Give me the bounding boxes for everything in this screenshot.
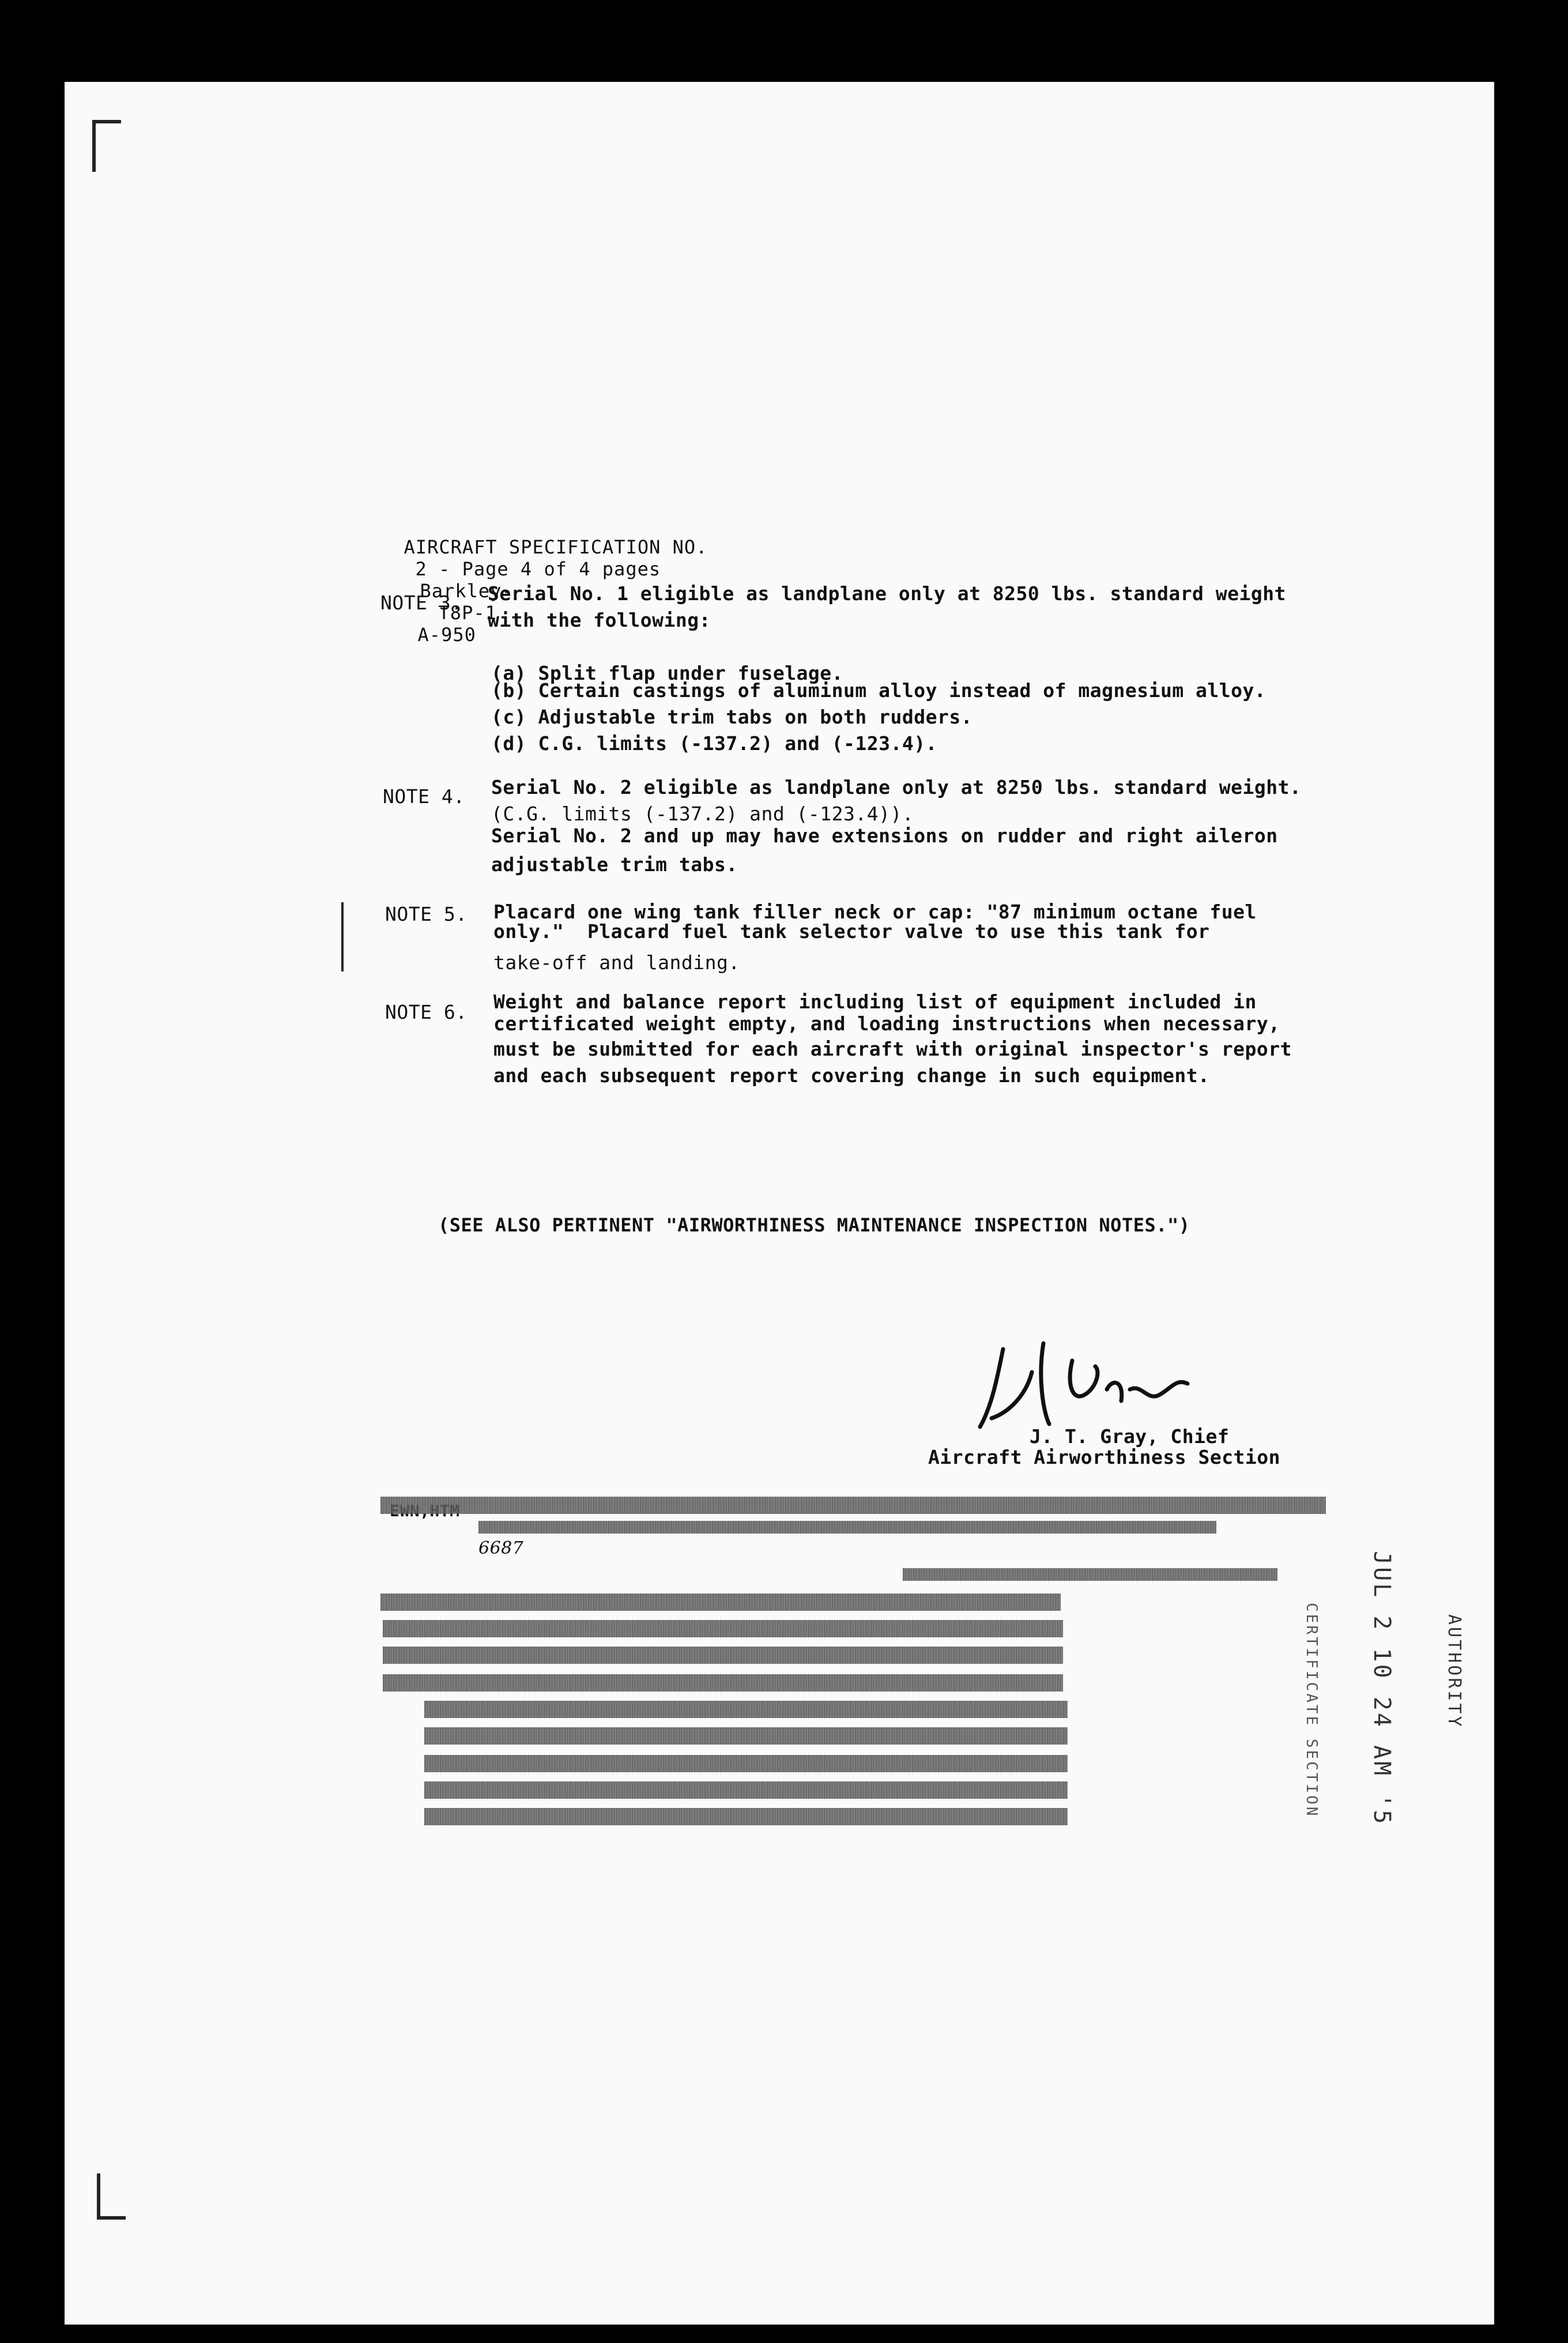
note-3-line-1: Serial No. 1 eligible as landplane only at 8250 lbs. standard weight (488, 582, 1287, 605)
note-5-line-3: take-off and landing. (493, 951, 740, 974)
signature-image (957, 1326, 1211, 1441)
authority-stamp: AUTHORITY (1444, 1614, 1464, 1729)
certificate-section-stamp: CERTIFICATE SECTION (1303, 1603, 1320, 1818)
redaction-strip (424, 1755, 1068, 1772)
redaction-strip (424, 1808, 1068, 1825)
note-6-line-2: certificated weight empty, and loading instructions when necessary, (493, 1012, 1280, 1035)
header-maker: Barkley- (420, 580, 514, 602)
redaction-strip (380, 1497, 1326, 1514)
crop-mark-bottom-left-h (97, 2216, 126, 2220)
signature-section: Aircraft Airworthiness Section (928, 1446, 1281, 1468)
redaction-strip (383, 1647, 1063, 1664)
signature-name: J. T. Gray, Chief (1030, 1425, 1230, 1448)
redaction-strip (383, 1620, 1063, 1637)
note-6-line-4: and each subsequent report covering change in such equipment. (493, 1064, 1210, 1087)
handwritten-number: 6687 (478, 1538, 524, 1558)
revision-margin-bar (341, 902, 344, 971)
note-3-label: NOTE 3. (380, 592, 463, 614)
see-also-note: (SEE ALSO PERTINENT "AIRWORTHINESS MAINTENANCE INSPECTION NOTES.") (438, 1214, 1190, 1236)
note-3-item-a: (a) Split flap under fuselage. (491, 662, 844, 684)
redaction-strip (903, 1568, 1277, 1581)
note-6-line-1: Weight and balance report including list of equipment included in (493, 990, 1257, 1013)
note-6-line-3: must be submitted for each aircraft with original inspector's report (493, 1038, 1292, 1060)
crop-mark-bottom-left (97, 2174, 100, 2220)
note-6-label: NOTE 6. (385, 1001, 468, 1023)
note-4-line-3: Serial No. 2 and up may have extensions on rudder and right aileron (491, 824, 1278, 847)
note-3-item-d: (d) C.G. limits (-137.2) and (-123.4). (491, 732, 937, 755)
redaction-strip (478, 1521, 1216, 1534)
crop-mark-top-left-h (92, 120, 121, 123)
header-model: T8P-1 (438, 602, 497, 624)
received-date-stamp: JUL 2 10 24 AM '5 (1369, 1551, 1395, 1826)
header-spec-id: A-950 (417, 624, 476, 646)
note-5-line-2: only." Placard fuel tank selector valve to use this tank for (493, 920, 1210, 943)
note-5-label: NOTE 5. (385, 903, 468, 925)
note-4-line-4: adjustable trim tabs. (491, 853, 738, 876)
header-page-info: 2 - Page 4 of 4 pages (415, 558, 661, 580)
note-4-label: NOTE 4. (383, 785, 465, 808)
redaction-strip (424, 1701, 1068, 1718)
note-3-item-b: (b) Certain castings of aluminum alloy instead of magnesium alloy. (491, 679, 1267, 702)
note-4-line-1: Serial No. 2 eligible as landplane only at 8250 lbs. standard weight. (491, 776, 1302, 798)
note-4-line-2: (C.G. limits (-137.2) and (-123.4)). (491, 803, 914, 825)
document-page (65, 82, 1494, 2325)
note-5-line-1: Placard one wing tank filler neck or cap: "87 minimum octane fuel (493, 901, 1257, 923)
note-3-line-2: with the following: (488, 609, 711, 631)
note-3-item-c: (c) Adjustable trim tabs on both rudders. (491, 706, 973, 728)
redaction-strip (383, 1674, 1063, 1692)
redaction-strip (424, 1727, 1068, 1745)
header-prefix: AIRCRAFT SPECIFICATION NO. (404, 536, 708, 558)
redaction-strip (380, 1594, 1061, 1611)
redaction-strip (424, 1781, 1068, 1799)
crop-mark-top-left (92, 120, 96, 172)
